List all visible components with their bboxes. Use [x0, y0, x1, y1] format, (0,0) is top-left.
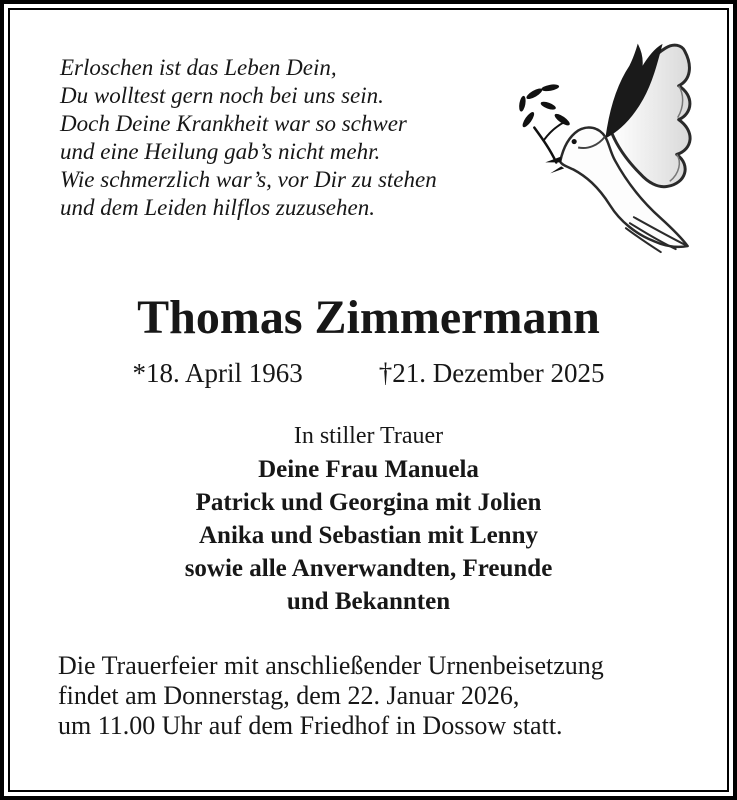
- mourning-block: [10, 420, 727, 618]
- mourner-line: und Bekannten: [286, 588, 451, 615]
- poem-line: Wie schmerzlich war’s, vor Dir zu stehen: [60, 167, 437, 192]
- poem-line: und eine Heilung gab’s nicht mehr.: [60, 139, 381, 164]
- poem-line: Doch Deine Krankheit war so schwer: [60, 111, 407, 136]
- funeral-line: um 11.00 Uhr auf dem Friedhof in Dossow statt.: [58, 711, 563, 740]
- notice-border: [8, 8, 729, 792]
- memorial-poem: [60, 54, 437, 222]
- poem-line: Erloschen ist das Leben Dein,: [60, 55, 337, 80]
- mourner-line: sowie alle Anverwandten, Freunde: [184, 555, 553, 582]
- funeral-line: findet am Donnerstag, dem 22. Januar 2026,: [58, 681, 520, 710]
- mourner-line: Patrick und Georgina mit Jolien: [195, 489, 542, 516]
- poem-line: und dem Leiden hilflos zuzusehen.: [60, 195, 375, 220]
- deceased-name: Thomas Zimmermann: [137, 291, 600, 344]
- dove-olive-branch-icon: [513, 36, 705, 260]
- funeral-announcement: [58, 651, 604, 741]
- funeral-line: Die Trauerfeier mit anschließender Urnenbeisetzung: [58, 651, 604, 680]
- poem-line: Du wolltest gern noch bei uns sein.: [60, 83, 384, 108]
- mourner-line: Anika und Sebastian mit Lenny: [198, 522, 538, 549]
- birth-date: *18. April 1963: [132, 358, 303, 388]
- death-date: †21. Dezember 2025: [378, 358, 605, 388]
- mourner-line: Deine Frau Manuela: [258, 456, 479, 483]
- mourning-intro: In stiller Trauer: [293, 423, 444, 449]
- life-dates: [10, 358, 727, 388]
